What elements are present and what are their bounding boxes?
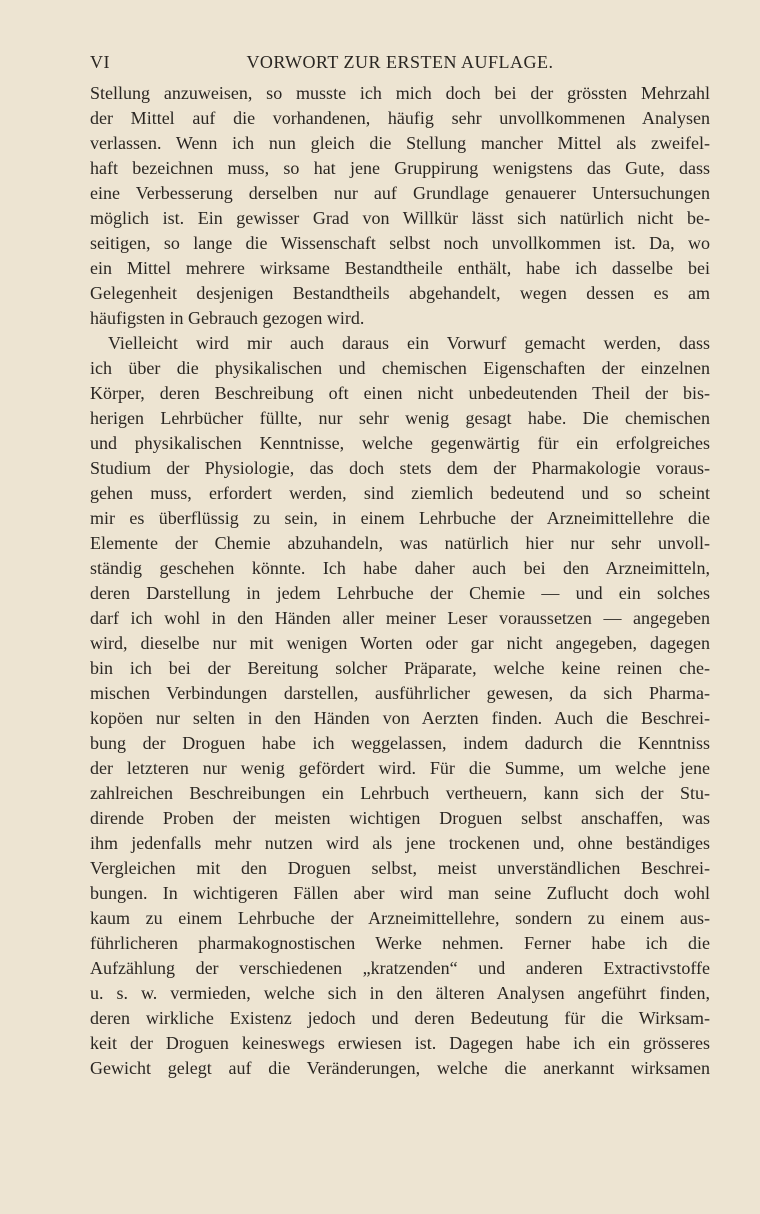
text-line: herigen Lehrbücher füllte, nur sehr wenig gesagt habe. Die chemischen (90, 408, 710, 428)
text-line: ein Mittel mehrere wirksame Bestandtheile enthält, habe ich dasselbe bei (90, 258, 710, 278)
text-line: der letzteren nur wenig gefördert wird. Für die Summe, um welche jene (90, 758, 710, 778)
text-line: u. s. w. vermieden, welche sich in den älteren Analysen angeführt finden, (90, 983, 710, 1003)
text-line: bungen. In wichtigeren Fällen aber wird man seine Zuflucht doch wohl (90, 883, 710, 903)
running-header (90, 52, 710, 76)
text-line: bung der Droguen habe ich weggelassen, indem dadurch die Kenntniss (90, 733, 710, 753)
text-line: deren wirkliche Existenz jedoch und deren Bedeutung für die Wirksam- (90, 1008, 710, 1028)
text-line: seitigen, so lange die Wissenschaft selbst noch unvollkommen ist. Da, wo (90, 233, 710, 253)
text-line: häufigsten in Gebrauch gezogen wird. (90, 308, 365, 328)
text-line: eine Verbesserung derselben nur auf Grundlage genauerer Untersuchungen (90, 183, 710, 203)
text-line: Elemente der Chemie abzuhandeln, was natürlich hier nur sehr unvoll- (90, 533, 710, 553)
text-line: mischen Verbindungen darstellen, ausführlicher gewesen, da sich Pharma- (90, 683, 710, 703)
text-line: dirende Proben der meisten wichtigen Droguen selbst anschaffen, was (90, 808, 710, 828)
text-line: Aufzählung der verschiedenen „kratzenden“ und anderen Extractivstoffe (90, 958, 710, 978)
text-line: verlassen. Wenn ich nun gleich die Stellung mancher Mittel als zweifel- (90, 133, 710, 153)
text-line: wird, dieselbe nur mit wenigen Worten oder gar nicht angegeben, dagegen (90, 633, 710, 653)
text-line: darf ich wohl in den Händen aller meiner Leser voraussetzen — angegeben (90, 608, 710, 628)
text-line: keit der Droguen keineswegs erwiesen ist. Dagegen habe ich ein grösseres (90, 1033, 710, 1053)
text-line: Vergleichen mit den Droguen selbst, meist unverständlichen Beschrei- (90, 858, 710, 878)
text-line: ständig geschehen könnte. Ich habe daher auch bei den Arzneimitteln, (90, 558, 710, 578)
page-number: VI (90, 52, 110, 72)
text-line: und physikalischen Kenntnisse, welche gegenwärtig für ein erfolgreiches (90, 433, 710, 453)
text-line: gehen muss, erfordert werden, sind ziemlich bedeutend und so scheint (90, 483, 710, 503)
text-line: zahlreichen Beschreibungen ein Lehrbuch vertheuern, kann sich der Stu- (90, 783, 710, 803)
text-line: kaum zu einem Lehrbuche der Arzneimittellehre, sondern zu einem aus- (90, 908, 710, 928)
text-line: kopöen nur selten in den Händen von Aerzten finden. Auch die Beschrei- (90, 708, 710, 728)
text-line: ich über die physikalischen und chemischen Eigenschaften der einzelnen (90, 358, 710, 378)
text-line: Gelegenheit desjenigen Bestandtheils abgehandelt, wegen dessen es am (90, 283, 710, 303)
text-line: deren Darstellung in jedem Lehrbuche der Chemie — und ein solches (90, 583, 710, 603)
text-line: Körper, deren Beschreibung oft einen nicht unbedeutenden Theil der bis- (90, 383, 710, 403)
text-line: Studium der Physiologie, das doch stets dem der Pharmakologie voraus- (90, 458, 710, 478)
body-text (90, 81, 710, 1081)
text-line: möglich ist. Ein gewisser Grad von Willkür lässt sich natürlich nicht be- (90, 208, 710, 228)
text-line: Vielleicht wird mir auch daraus ein Vorwurf gemacht werden, dass (108, 333, 710, 353)
text-line: haft bezeichnen muss, so hat jene Gruppirung wenigstens das Gute, dass (90, 158, 710, 178)
text-line: bin ich bei der Bereitung solcher Präparate, welche keine reinen che- (90, 658, 710, 678)
text-line: der Mittel auf die vorhandenen, häufig sehr unvollkommenen Analysen (90, 108, 710, 128)
text-line: Gewicht gelegt auf die Veränderungen, welche die anerkannt wirksamen (90, 1058, 710, 1078)
text-line: Stellung anzuweisen, so musste ich mich doch bei der grössten Mehrzahl (90, 83, 710, 103)
text-line: ihm jedenfalls mehr nutzen wird als jene trockenen und, ohne beständiges (90, 833, 710, 853)
text-line: führlicheren pharmakognostischen Werke nehmen. Ferner habe ich die (90, 933, 710, 953)
chapter-title: VORWORT ZUR ERSTEN AUFLAGE. (246, 52, 554, 72)
text-line: mir es überflüssig zu sein, in einem Lehrbuche der Arzneimittellehre die (90, 508, 710, 528)
